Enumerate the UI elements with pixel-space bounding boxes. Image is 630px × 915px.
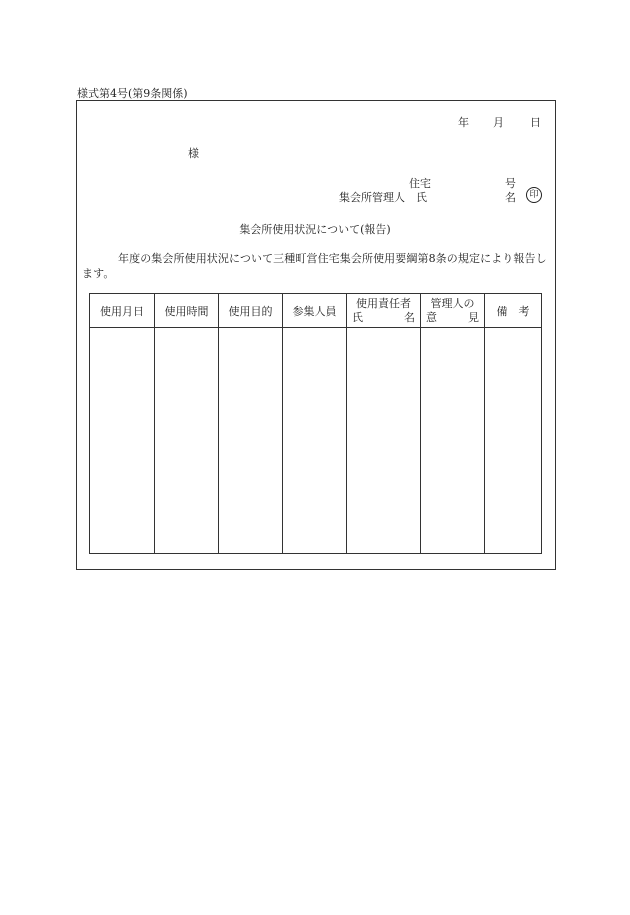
table-header-row: [90, 294, 542, 328]
addressee-suffix: 様: [188, 147, 199, 160]
cell-usage-time[interactable]: [155, 328, 219, 554]
seal-mark: 印: [526, 187, 542, 203]
report-body-text: 年度の集会所使用状況について三種町営住宅集会所使用要綱第8条の規定により報告します。: [82, 252, 547, 280]
cell-manager-opinion[interactable]: [421, 328, 485, 554]
cell-usage-date[interactable]: [90, 328, 155, 554]
date-month-label: 月: [493, 116, 504, 129]
header-attendees: 参集人員: [283, 294, 347, 328]
header-responsible-person: [347, 294, 421, 328]
header-responsible-line1: 使用責任者: [356, 296, 411, 310]
header-usage-time: 使用時間: [155, 294, 219, 328]
cell-usage-purpose[interactable]: [219, 328, 283, 554]
header-responsible-given: 氏: [352, 310, 363, 324]
header-usage-purpose: 使用目的: [219, 294, 283, 328]
header-opinion-line2: [421, 311, 484, 325]
housing-number-suffix: 号: [505, 177, 516, 190]
header-usage-date: 使用月日: [90, 294, 155, 328]
table-row: [90, 328, 542, 554]
manager-name-label: 集会所管理人 氏: [339, 191, 427, 204]
header-responsible-line2: [347, 311, 420, 325]
header-opinion-line1: 管理人の: [430, 296, 475, 310]
date-year-label: 年: [458, 116, 469, 129]
header-opinion-i: 意: [426, 310, 437, 324]
date-day-label: 日: [530, 116, 541, 129]
header-opinion-ken: 見: [468, 310, 479, 324]
header-manager-opinion: [421, 294, 485, 328]
cell-remarks[interactable]: [485, 328, 542, 554]
header-responsible-family: 名: [404, 310, 415, 324]
housing-label: 住宅: [409, 177, 431, 190]
cell-attendees[interactable]: [283, 328, 347, 554]
cell-responsible-person[interactable]: [347, 328, 421, 554]
form-number-label: 様式第4号(第9条関係): [77, 87, 188, 100]
header-remarks: 備 考: [485, 294, 542, 328]
name-label: 名: [505, 191, 516, 204]
document-title: 集会所使用状況について(報告): [239, 223, 391, 236]
usage-table: [89, 293, 542, 554]
